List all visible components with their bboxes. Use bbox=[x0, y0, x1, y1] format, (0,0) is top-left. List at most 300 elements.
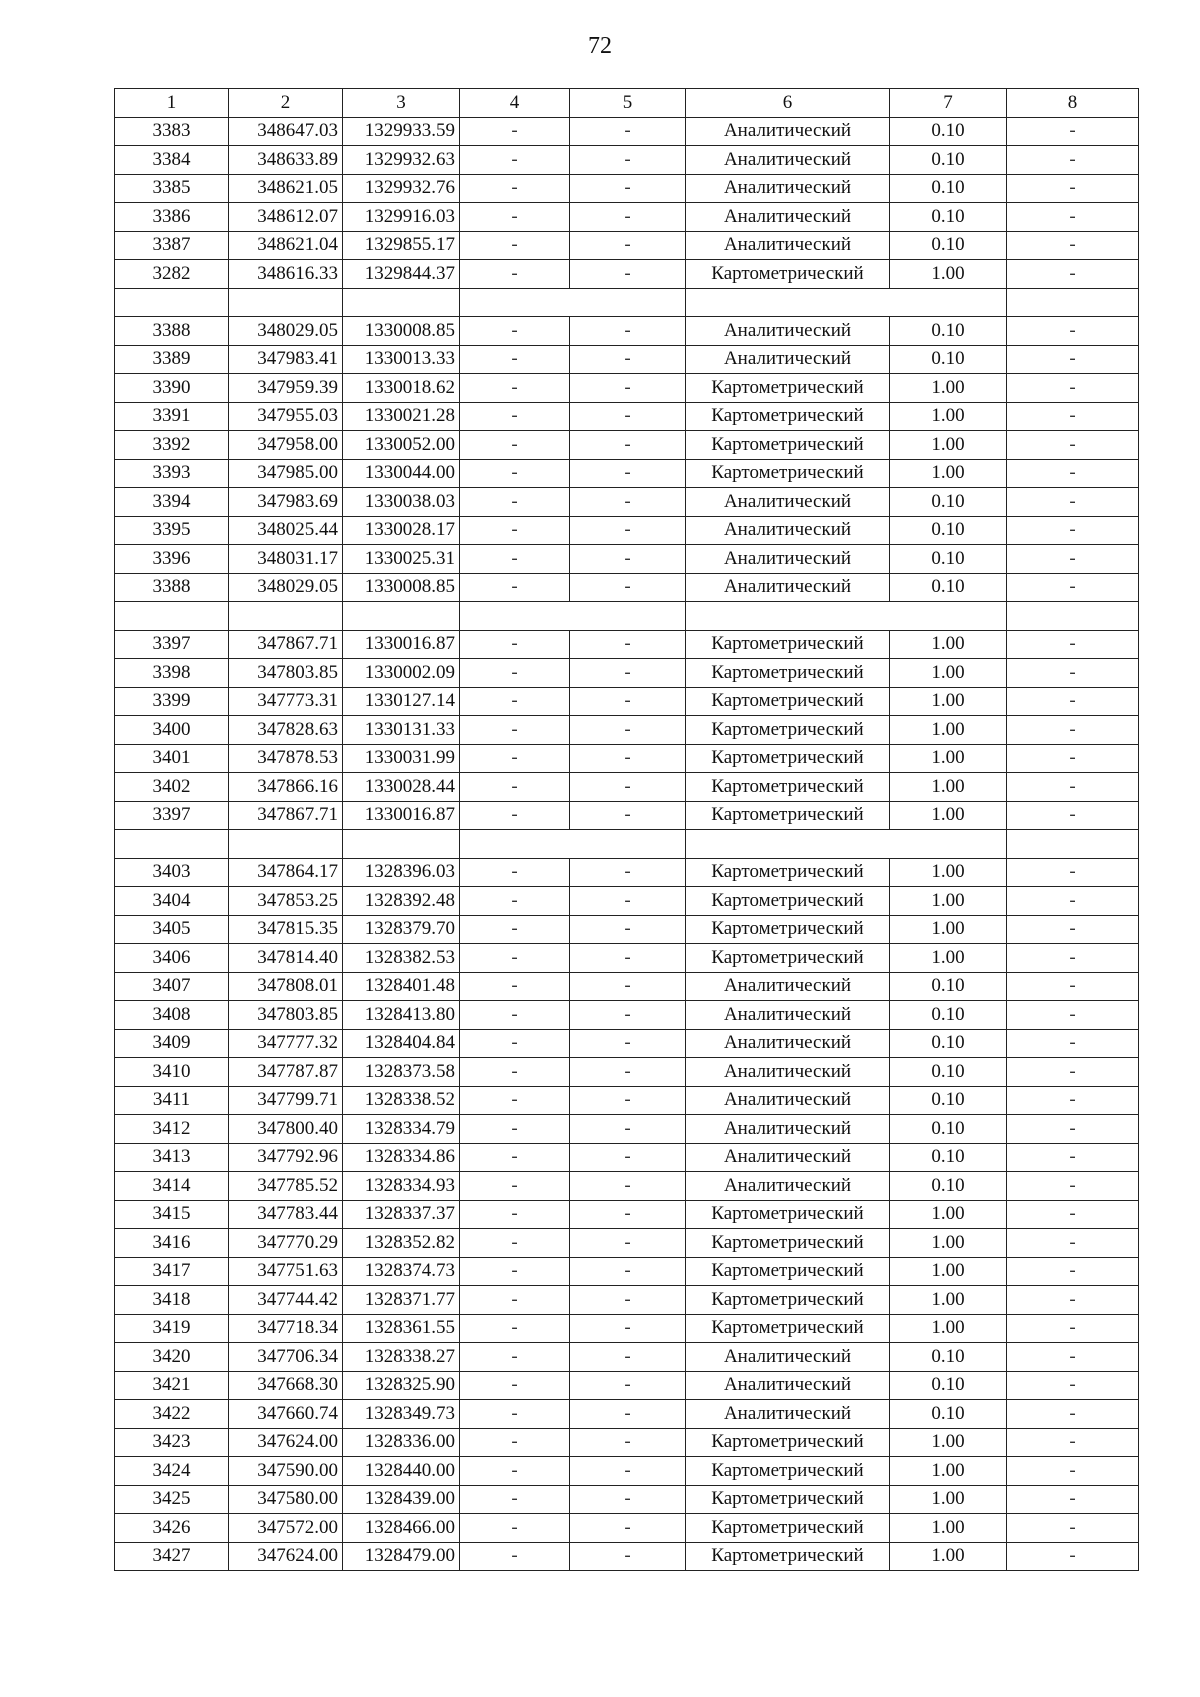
table-row bbox=[115, 1058, 1139, 1087]
table-cell-col-1: 3394 bbox=[115, 488, 229, 517]
table-cell-col-7: 1.00 bbox=[890, 260, 1007, 289]
table-row bbox=[115, 915, 1139, 944]
coordinates-table bbox=[114, 88, 1139, 1571]
table-cell-col-7: 0.10 bbox=[890, 1058, 1007, 1087]
table-cell-col-4: - bbox=[460, 146, 570, 175]
table-cell-col-3: 1328401.48 bbox=[343, 972, 460, 1001]
table-cell-col-4: - bbox=[460, 1086, 570, 1115]
table-cell-col-3: 1328373.58 bbox=[343, 1058, 460, 1087]
table-cell-col-6: Аналитический bbox=[686, 545, 890, 574]
table-cell-col-6: Картометрический bbox=[686, 944, 890, 973]
table-cell-col-4: - bbox=[460, 1115, 570, 1144]
table-cell-col-7: 1.00 bbox=[890, 1200, 1007, 1229]
table-cell-col-4: - bbox=[460, 231, 570, 260]
empty-cell bbox=[1007, 602, 1139, 631]
table-cell-col-1: 3393 bbox=[115, 459, 229, 488]
table-cell-col-8: - bbox=[1007, 1514, 1139, 1543]
table-cell-col-7: 0.10 bbox=[890, 573, 1007, 602]
table-cell-col-5: - bbox=[570, 915, 686, 944]
empty-cell bbox=[343, 830, 460, 859]
table-cell-col-7: 1.00 bbox=[890, 744, 1007, 773]
table-cell-col-6: Картометрический bbox=[686, 431, 890, 460]
empty-cell bbox=[1007, 830, 1139, 859]
table-cell-col-6: Картометрический bbox=[686, 1314, 890, 1343]
table-cell-col-5: - bbox=[570, 687, 686, 716]
table-cell-col-4: - bbox=[460, 687, 570, 716]
table-cell-col-8: - bbox=[1007, 1457, 1139, 1486]
table-cell-col-5: - bbox=[570, 516, 686, 545]
table-row bbox=[115, 117, 1139, 146]
table-row bbox=[115, 1257, 1139, 1286]
table-cell-col-3: 1330021.28 bbox=[343, 402, 460, 431]
table-cell-col-8: - bbox=[1007, 431, 1139, 460]
table-cell-col-7: 0.10 bbox=[890, 488, 1007, 517]
table-cell-col-2: 347751.63 bbox=[229, 1257, 343, 1286]
table-cell-col-5: - bbox=[570, 1172, 686, 1201]
table-cell-col-6: Картометрический bbox=[686, 1542, 890, 1571]
table-cell-col-5: - bbox=[570, 374, 686, 403]
table-cell-col-7: 1.00 bbox=[890, 773, 1007, 802]
table-cell-col-2: 347983.41 bbox=[229, 345, 343, 374]
table-cell-col-8: - bbox=[1007, 545, 1139, 574]
table-cell-col-8: - bbox=[1007, 972, 1139, 1001]
table-cell-col-1: 3423 bbox=[115, 1428, 229, 1457]
table-cell-col-4: - bbox=[460, 1400, 570, 1429]
table-cell-col-7: 0.10 bbox=[890, 1001, 1007, 1030]
table-cell-col-7: 1.00 bbox=[890, 630, 1007, 659]
table-cell-col-4: - bbox=[460, 1314, 570, 1343]
table-cell-col-2: 347799.71 bbox=[229, 1086, 343, 1115]
table-cell-col-6: Аналитический bbox=[686, 1115, 890, 1144]
table-cell-col-2: 348621.04 bbox=[229, 231, 343, 260]
table-cell-col-6: Аналитический bbox=[686, 516, 890, 545]
table-cell-col-4: - bbox=[460, 1457, 570, 1486]
table-cell-col-8: - bbox=[1007, 1257, 1139, 1286]
table-cell-col-3: 1328337.37 bbox=[343, 1200, 460, 1229]
table-row bbox=[115, 1457, 1139, 1486]
table-cell-col-5: - bbox=[570, 1115, 686, 1144]
table-row bbox=[115, 1485, 1139, 1514]
table-cell-col-6: Аналитический bbox=[686, 203, 890, 232]
table-cell-col-2: 347985.00 bbox=[229, 459, 343, 488]
table-cell-col-7: 0.10 bbox=[890, 545, 1007, 574]
table-cell-col-4: - bbox=[460, 659, 570, 688]
table-row bbox=[115, 944, 1139, 973]
table-cell-col-8: - bbox=[1007, 687, 1139, 716]
table-cell-col-6: Картометрический bbox=[686, 858, 890, 887]
table-cell-col-6: Картометрический bbox=[686, 1200, 890, 1229]
table-cell-col-8: - bbox=[1007, 459, 1139, 488]
table-cell-col-1: 3409 bbox=[115, 1029, 229, 1058]
column-header: 2 bbox=[229, 89, 343, 118]
separator-row bbox=[115, 288, 1139, 317]
table-cell-col-3: 1328325.90 bbox=[343, 1371, 460, 1400]
table-cell-col-8: - bbox=[1007, 1428, 1139, 1457]
table-cell-col-3: 1330038.03 bbox=[343, 488, 460, 517]
table-cell-col-3: 1328334.79 bbox=[343, 1115, 460, 1144]
table-cell-col-3: 1330018.62 bbox=[343, 374, 460, 403]
table-cell-col-5: - bbox=[570, 1058, 686, 1087]
table-cell-col-5: - bbox=[570, 801, 686, 830]
table-cell-col-1: 3420 bbox=[115, 1343, 229, 1372]
table-cell-col-5: - bbox=[570, 1143, 686, 1172]
table-cell-col-4: - bbox=[460, 1029, 570, 1058]
table-cell-col-7: 1.00 bbox=[890, 716, 1007, 745]
table-cell-col-6: Картометрический bbox=[686, 260, 890, 289]
table-cell-col-1: 3417 bbox=[115, 1257, 229, 1286]
table-cell-col-1: 3397 bbox=[115, 801, 229, 830]
table-cell-col-7: 0.10 bbox=[890, 1172, 1007, 1201]
table-cell-col-7: 0.10 bbox=[890, 1029, 1007, 1058]
table-cell-col-2: 347624.00 bbox=[229, 1542, 343, 1571]
table-cell-col-4: - bbox=[460, 1229, 570, 1258]
table-cell-col-6: Аналитический bbox=[686, 488, 890, 517]
table-cell-col-4: - bbox=[460, 801, 570, 830]
table-cell-col-3: 1330008.85 bbox=[343, 317, 460, 346]
table-cell-col-3: 1328352.82 bbox=[343, 1229, 460, 1258]
table-row bbox=[115, 345, 1139, 374]
table-cell-col-3: 1330127.14 bbox=[343, 687, 460, 716]
table-cell-col-1: 3425 bbox=[115, 1485, 229, 1514]
table-row bbox=[115, 431, 1139, 460]
table-cell-col-1: 3403 bbox=[115, 858, 229, 887]
table-cell-col-5: - bbox=[570, 1257, 686, 1286]
table-cell-col-1: 3388 bbox=[115, 573, 229, 602]
table-cell-col-2: 347770.29 bbox=[229, 1229, 343, 1258]
table-cell-col-8: - bbox=[1007, 1343, 1139, 1372]
table-cell-col-3: 1329916.03 bbox=[343, 203, 460, 232]
table-cell-col-3: 1328374.73 bbox=[343, 1257, 460, 1286]
table-cell-col-3: 1328392.48 bbox=[343, 887, 460, 916]
table-cell-col-1: 3410 bbox=[115, 1058, 229, 1087]
table-cell-col-5: - bbox=[570, 1200, 686, 1229]
separator-row bbox=[115, 602, 1139, 631]
table-cell-col-1: 3398 bbox=[115, 659, 229, 688]
table-cell-col-2: 347706.34 bbox=[229, 1343, 343, 1372]
table-cell-col-8: - bbox=[1007, 1542, 1139, 1571]
table-cell-col-8: - bbox=[1007, 659, 1139, 688]
table-cell-col-5: - bbox=[570, 1343, 686, 1372]
column-header: 7 bbox=[890, 89, 1007, 118]
table-row bbox=[115, 1286, 1139, 1315]
table-cell-col-7: 1.00 bbox=[890, 1314, 1007, 1343]
table-row bbox=[115, 488, 1139, 517]
table-cell-col-7: 1.00 bbox=[890, 858, 1007, 887]
table-row bbox=[115, 1428, 1139, 1457]
table-cell-col-4: - bbox=[460, 1371, 570, 1400]
column-header: 6 bbox=[686, 89, 890, 118]
table-row bbox=[115, 146, 1139, 175]
table-cell-col-5: - bbox=[570, 146, 686, 175]
table-cell-col-3: 1328336.00 bbox=[343, 1428, 460, 1457]
empty-cell bbox=[115, 288, 229, 317]
table-row bbox=[115, 203, 1139, 232]
table-cell-col-6: Картометрический bbox=[686, 773, 890, 802]
table-cell-col-5: - bbox=[570, 1086, 686, 1115]
table-cell-col-3: 1330016.87 bbox=[343, 630, 460, 659]
table-cell-col-5: - bbox=[570, 345, 686, 374]
table-cell-col-8: - bbox=[1007, 231, 1139, 260]
table-cell-col-1: 3426 bbox=[115, 1514, 229, 1543]
table-row bbox=[115, 402, 1139, 431]
table-cell-col-8: - bbox=[1007, 1086, 1139, 1115]
table-row bbox=[115, 1001, 1139, 1030]
table-cell-col-2: 347815.35 bbox=[229, 915, 343, 944]
table-cell-col-3: 1329933.59 bbox=[343, 117, 460, 146]
table-cell-col-6: Аналитический bbox=[686, 1400, 890, 1429]
table-cell-col-7: 0.10 bbox=[890, 1400, 1007, 1429]
table-cell-col-3: 1328379.70 bbox=[343, 915, 460, 944]
table-cell-col-7: 0.10 bbox=[890, 146, 1007, 175]
table-cell-col-3: 1329932.63 bbox=[343, 146, 460, 175]
table-cell-col-6: Картометрический bbox=[686, 687, 890, 716]
table-cell-col-8: - bbox=[1007, 174, 1139, 203]
table-cell-col-3: 1328334.86 bbox=[343, 1143, 460, 1172]
table-cell-col-8: - bbox=[1007, 1371, 1139, 1400]
table-cell-col-6: Картометрический bbox=[686, 716, 890, 745]
table-cell-col-8: - bbox=[1007, 944, 1139, 973]
table-cell-col-8: - bbox=[1007, 1143, 1139, 1172]
table-cell-col-2: 347983.69 bbox=[229, 488, 343, 517]
table-cell-col-8: - bbox=[1007, 345, 1139, 374]
table-row bbox=[115, 1229, 1139, 1258]
table-cell-col-7: 0.10 bbox=[890, 972, 1007, 1001]
table-cell-col-2: 347792.96 bbox=[229, 1143, 343, 1172]
table-cell-col-3: 1328382.53 bbox=[343, 944, 460, 973]
table-cell-col-5: - bbox=[570, 1514, 686, 1543]
empty-cell bbox=[115, 830, 229, 859]
table-cell-col-7: 1.00 bbox=[890, 459, 1007, 488]
table-cell-col-5: - bbox=[570, 488, 686, 517]
table-cell-col-3: 1328466.00 bbox=[343, 1514, 460, 1543]
table-cell-col-7: 0.10 bbox=[890, 1143, 1007, 1172]
table-cell-col-4: - bbox=[460, 630, 570, 659]
table-cell-col-2: 348029.05 bbox=[229, 573, 343, 602]
table-cell-col-5: - bbox=[570, 1400, 686, 1429]
table-cell-col-1: 3407 bbox=[115, 972, 229, 1001]
empty-cell bbox=[460, 288, 686, 317]
table-cell-col-2: 347866.16 bbox=[229, 773, 343, 802]
table-row bbox=[115, 887, 1139, 916]
table-row bbox=[115, 1172, 1139, 1201]
table-cell-col-7: 0.10 bbox=[890, 1086, 1007, 1115]
table-cell-col-2: 347878.53 bbox=[229, 744, 343, 773]
table-cell-col-2: 348612.07 bbox=[229, 203, 343, 232]
table-cell-col-2: 347787.87 bbox=[229, 1058, 343, 1087]
table-cell-col-6: Аналитический bbox=[686, 1371, 890, 1400]
table-cell-col-8: - bbox=[1007, 744, 1139, 773]
table-cell-col-3: 1330052.00 bbox=[343, 431, 460, 460]
table-cell-col-4: - bbox=[460, 1001, 570, 1030]
table-cell-col-3: 1330025.31 bbox=[343, 545, 460, 574]
table-cell-col-2: 347803.85 bbox=[229, 1001, 343, 1030]
table-cell-col-2: 347864.17 bbox=[229, 858, 343, 887]
table-cell-col-5: - bbox=[570, 174, 686, 203]
table-cell-col-8: - bbox=[1007, 887, 1139, 916]
table-row bbox=[115, 545, 1139, 574]
table-cell-col-7: 0.10 bbox=[890, 317, 1007, 346]
table-cell-col-7: 0.10 bbox=[890, 1371, 1007, 1400]
table-row bbox=[115, 1371, 1139, 1400]
table-cell-col-6: Картометрический bbox=[686, 1428, 890, 1457]
table-cell-col-2: 347718.34 bbox=[229, 1314, 343, 1343]
table-cell-col-3: 1328338.52 bbox=[343, 1086, 460, 1115]
table-row bbox=[115, 174, 1139, 203]
table-row bbox=[115, 1542, 1139, 1571]
table-cell-col-2: 347590.00 bbox=[229, 1457, 343, 1486]
column-header: 8 bbox=[1007, 89, 1139, 118]
table-cell-col-1: 3383 bbox=[115, 117, 229, 146]
table-cell-col-6: Аналитический bbox=[686, 174, 890, 203]
table-cell-col-7: 1.00 bbox=[890, 1257, 1007, 1286]
column-header: 3 bbox=[343, 89, 460, 118]
table-body bbox=[115, 89, 1139, 1571]
table-cell-col-4: - bbox=[460, 744, 570, 773]
table-cell-col-3: 1328338.27 bbox=[343, 1343, 460, 1372]
table-cell-col-4: - bbox=[460, 1514, 570, 1543]
table-cell-col-3: 1328404.84 bbox=[343, 1029, 460, 1058]
table-cell-col-6: Аналитический bbox=[686, 1058, 890, 1087]
table-cell-col-8: - bbox=[1007, 1172, 1139, 1201]
table-cell-col-6: Картометрический bbox=[686, 1485, 890, 1514]
table-cell-col-2: 348647.03 bbox=[229, 117, 343, 146]
table-cell-col-4: - bbox=[460, 1343, 570, 1372]
table-cell-col-6: Картометрический bbox=[686, 1257, 890, 1286]
table-cell-col-4: - bbox=[460, 573, 570, 602]
table-row bbox=[115, 317, 1139, 346]
table-cell-col-2: 347660.74 bbox=[229, 1400, 343, 1429]
table-cell-col-7: 1.00 bbox=[890, 1485, 1007, 1514]
table-row bbox=[115, 1314, 1139, 1343]
table-cell-col-3: 1328440.00 bbox=[343, 1457, 460, 1486]
table-cell-col-2: 347867.71 bbox=[229, 630, 343, 659]
table-cell-col-1: 3386 bbox=[115, 203, 229, 232]
table-cell-col-1: 3385 bbox=[115, 174, 229, 203]
table-cell-col-2: 348031.17 bbox=[229, 545, 343, 574]
table-cell-col-3: 1328349.73 bbox=[343, 1400, 460, 1429]
table-cell-col-7: 1.00 bbox=[890, 944, 1007, 973]
table-cell-col-5: - bbox=[570, 744, 686, 773]
table-cell-col-3: 1330131.33 bbox=[343, 716, 460, 745]
table-cell-col-1: 3421 bbox=[115, 1371, 229, 1400]
table-cell-col-4: - bbox=[460, 1143, 570, 1172]
page-number: 72 bbox=[588, 33, 612, 59]
table-cell-col-2: 347783.44 bbox=[229, 1200, 343, 1229]
table-cell-col-3: 1330008.85 bbox=[343, 573, 460, 602]
table-cell-col-1: 3427 bbox=[115, 1542, 229, 1571]
separator-row bbox=[115, 830, 1139, 859]
table-cell-col-2: 347624.00 bbox=[229, 1428, 343, 1457]
table-cell-col-8: - bbox=[1007, 1400, 1139, 1429]
table-cell-col-8: - bbox=[1007, 915, 1139, 944]
table-row bbox=[115, 773, 1139, 802]
table-cell-col-7: 0.10 bbox=[890, 1343, 1007, 1372]
table-cell-col-1: 3411 bbox=[115, 1086, 229, 1115]
table-cell-col-4: - bbox=[460, 516, 570, 545]
table-cell-col-5: - bbox=[570, 773, 686, 802]
table-cell-col-6: Картометрический bbox=[686, 1229, 890, 1258]
empty-cell bbox=[460, 602, 686, 631]
table-cell-col-4: - bbox=[460, 545, 570, 574]
table-cell-col-5: - bbox=[570, 231, 686, 260]
table-cell-col-2: 347867.71 bbox=[229, 801, 343, 830]
table-cell-col-6: Аналитический bbox=[686, 1029, 890, 1058]
table-cell-col-7: 0.10 bbox=[890, 516, 1007, 545]
header-row bbox=[115, 89, 1139, 118]
table-cell-col-8: - bbox=[1007, 801, 1139, 830]
table-cell-col-3: 1328479.00 bbox=[343, 1542, 460, 1571]
table-cell-col-4: - bbox=[460, 203, 570, 232]
table-cell-col-5: - bbox=[570, 630, 686, 659]
table-cell-col-5: - bbox=[570, 317, 686, 346]
table-cell-col-3: 1329932.76 bbox=[343, 174, 460, 203]
table-row bbox=[115, 1200, 1139, 1229]
table-cell-col-5: - bbox=[570, 972, 686, 1001]
table-cell-col-4: - bbox=[460, 915, 570, 944]
table-cell-col-4: - bbox=[460, 944, 570, 973]
table-cell-col-4: - bbox=[460, 117, 570, 146]
table-cell-col-6: Аналитический bbox=[686, 1143, 890, 1172]
column-header: 1 bbox=[115, 89, 229, 118]
table-cell-col-4: - bbox=[460, 716, 570, 745]
table-cell-col-6: Картометрический bbox=[686, 915, 890, 944]
table-cell-col-5: - bbox=[570, 1001, 686, 1030]
table-cell-col-6: Аналитический bbox=[686, 1001, 890, 1030]
table-cell-col-6: Картометрический bbox=[686, 630, 890, 659]
table-cell-col-5: - bbox=[570, 260, 686, 289]
table-cell-col-6: Картометрический bbox=[686, 1286, 890, 1315]
table-row bbox=[115, 716, 1139, 745]
table-cell-col-7: 1.00 bbox=[890, 1229, 1007, 1258]
table-cell-col-7: 1.00 bbox=[890, 431, 1007, 460]
table-row bbox=[115, 630, 1139, 659]
table-cell-col-3: 1330044.00 bbox=[343, 459, 460, 488]
table-cell-col-5: - bbox=[570, 858, 686, 887]
table-cell-col-4: - bbox=[460, 1542, 570, 1571]
table-cell-col-4: - bbox=[460, 1172, 570, 1201]
table-row bbox=[115, 1086, 1139, 1115]
table-cell-col-1: 3399 bbox=[115, 687, 229, 716]
table-cell-col-1: 3419 bbox=[115, 1314, 229, 1343]
table-cell-col-1: 3424 bbox=[115, 1457, 229, 1486]
table-cell-col-2: 347744.42 bbox=[229, 1286, 343, 1315]
table-cell-col-1: 3405 bbox=[115, 915, 229, 944]
table-cell-col-6: Картометрический bbox=[686, 744, 890, 773]
table-cell-col-6: Аналитический bbox=[686, 573, 890, 602]
table-row bbox=[115, 459, 1139, 488]
column-header: 5 bbox=[570, 89, 686, 118]
table-cell-col-1: 3422 bbox=[115, 1400, 229, 1429]
table-cell-col-3: 1329855.17 bbox=[343, 231, 460, 260]
empty-cell bbox=[1007, 288, 1139, 317]
table-cell-col-3: 1330028.17 bbox=[343, 516, 460, 545]
table-cell-col-1: 3415 bbox=[115, 1200, 229, 1229]
table-cell-col-1: 3390 bbox=[115, 374, 229, 403]
empty-cell bbox=[229, 602, 343, 631]
table-cell-col-3: 1328371.77 bbox=[343, 1286, 460, 1315]
table-cell-col-7: 0.10 bbox=[890, 231, 1007, 260]
table-cell-col-5: - bbox=[570, 1286, 686, 1315]
table-cell-col-5: - bbox=[570, 1485, 686, 1514]
table-cell-col-2: 348029.05 bbox=[229, 317, 343, 346]
table-cell-col-2: 347572.00 bbox=[229, 1514, 343, 1543]
table-cell-col-2: 348616.33 bbox=[229, 260, 343, 289]
table-cell-col-1: 3387 bbox=[115, 231, 229, 260]
table-cell-col-4: - bbox=[460, 1485, 570, 1514]
table-cell-col-7: 1.00 bbox=[890, 374, 1007, 403]
table-cell-col-7: 1.00 bbox=[890, 687, 1007, 716]
table-cell-col-6: Аналитический bbox=[686, 1086, 890, 1115]
